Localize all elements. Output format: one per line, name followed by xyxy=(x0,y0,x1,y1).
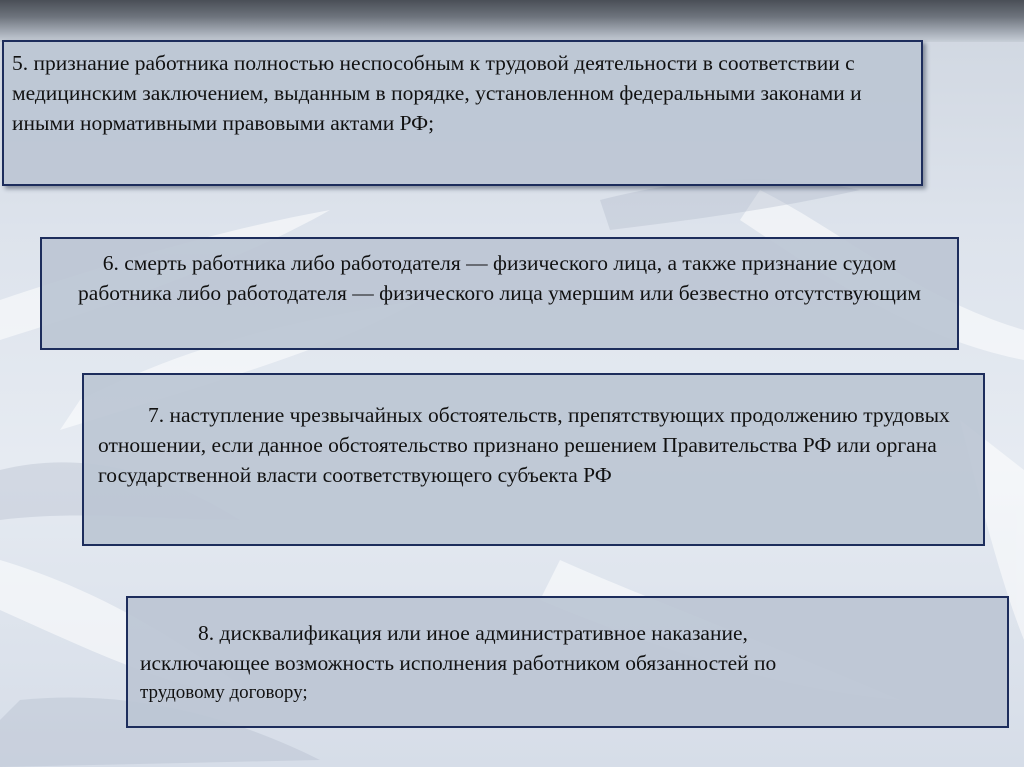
item-7-box xyxy=(82,373,985,546)
item-5-text: 5. признание работника полностью неспособным к трудовой деятельности в соответствии с медицинским заключением, выданным в порядке, установленном федеральными законами и иными нормативными правовыми актами РФ; xyxy=(12,51,862,135)
item-8-line-2: исключающее возможность исполнения работником обязанностей по xyxy=(140,651,777,675)
item-7-text: 7. наступление чрезвычайных обстоятельств, препятствующих продолжению трудовых отношении, если данное обстоятельство признано решением Правительства РФ или органа государственной власти соответствующего субъекта РФ xyxy=(98,403,950,487)
top-band xyxy=(0,0,1024,42)
item-8-line-3: трудовому договору; xyxy=(140,682,308,703)
item-8-line-1: 8. дисквалификация или иное административное наказание, xyxy=(198,621,748,645)
item-8-box xyxy=(126,596,1009,728)
item-5-box xyxy=(2,40,923,186)
item-6-box xyxy=(40,237,959,350)
item-6-text: 6. смерть работника либо работодателя — физического лица, а также признание судом работника либо работодателя — физического лица умершим или безвестно отсутствующим xyxy=(78,251,921,305)
